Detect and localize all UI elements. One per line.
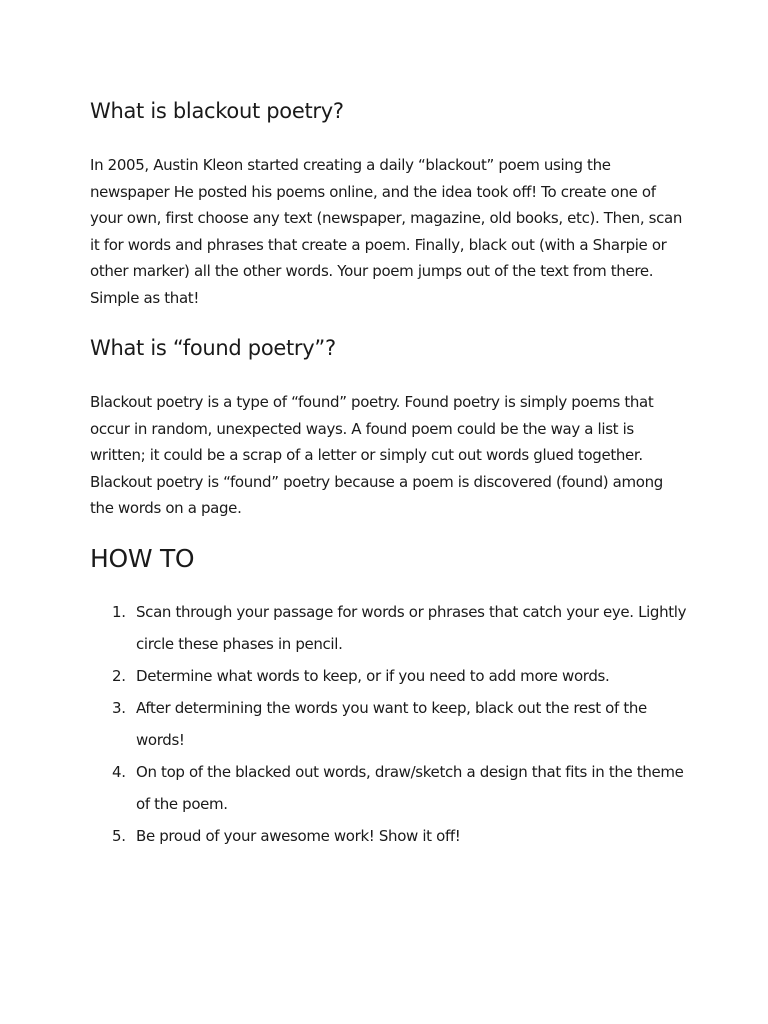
found-poetry-heading: What is “found poetry”? <box>90 336 336 360</box>
step-number: 2. <box>112 666 126 685</box>
list-item <box>90 820 690 852</box>
blackout-poetry-heading: What is blackout poetry? <box>90 99 344 123</box>
step-text: On top of the blacked out words, draw/sketch a design that fits in the theme of the poem. <box>136 762 684 813</box>
how-to-steps-list <box>90 596 690 852</box>
step-number: 1. <box>112 602 126 621</box>
document-content <box>90 94 690 852</box>
list-item <box>90 756 690 820</box>
step-text: After determining the words you want to keep, black out the rest of the words! <box>136 698 647 749</box>
blackout-poetry-paragraph: In 2005, Austin Kleon started creating a daily “blackout” poem using the newspaper He posted his poems online, and the idea took off! To create one of your own, first choose any text (newspaper, magazine, old books, etc). Then, scan it for words and phrases that create a poem. Finally, black out (with a Sharpie or other marker) all the other words. Your poem jumps out of the text from there. Simple as that! <box>90 156 683 307</box>
step-number: 3. <box>112 698 126 717</box>
found-poetry-paragraph: Blackout poetry is a type of “found” poetry. Found poetry is simply poems that occur in random, unexpected ways. A found poem could be the way a list is written; it could be a scrap of a letter or simply cut out words glued together. Blackout poetry is “found” poetry because a poem is discovered (found) among the words on a page. <box>90 393 663 517</box>
list-item <box>90 596 690 660</box>
step-number: 4. <box>112 762 126 781</box>
step-text: Be proud of your awesome work! Show it off! <box>136 826 461 845</box>
step-text: Scan through your passage for words or phrases that catch your eye. Lightly circle these phases in pencil. <box>136 602 687 653</box>
how-to-heading: HOW TO <box>90 543 195 573</box>
step-text: Determine what words to keep, or if you need to add more words. <box>136 666 610 685</box>
list-item <box>90 660 690 692</box>
step-number: 5. <box>112 826 126 845</box>
list-item <box>90 692 690 756</box>
